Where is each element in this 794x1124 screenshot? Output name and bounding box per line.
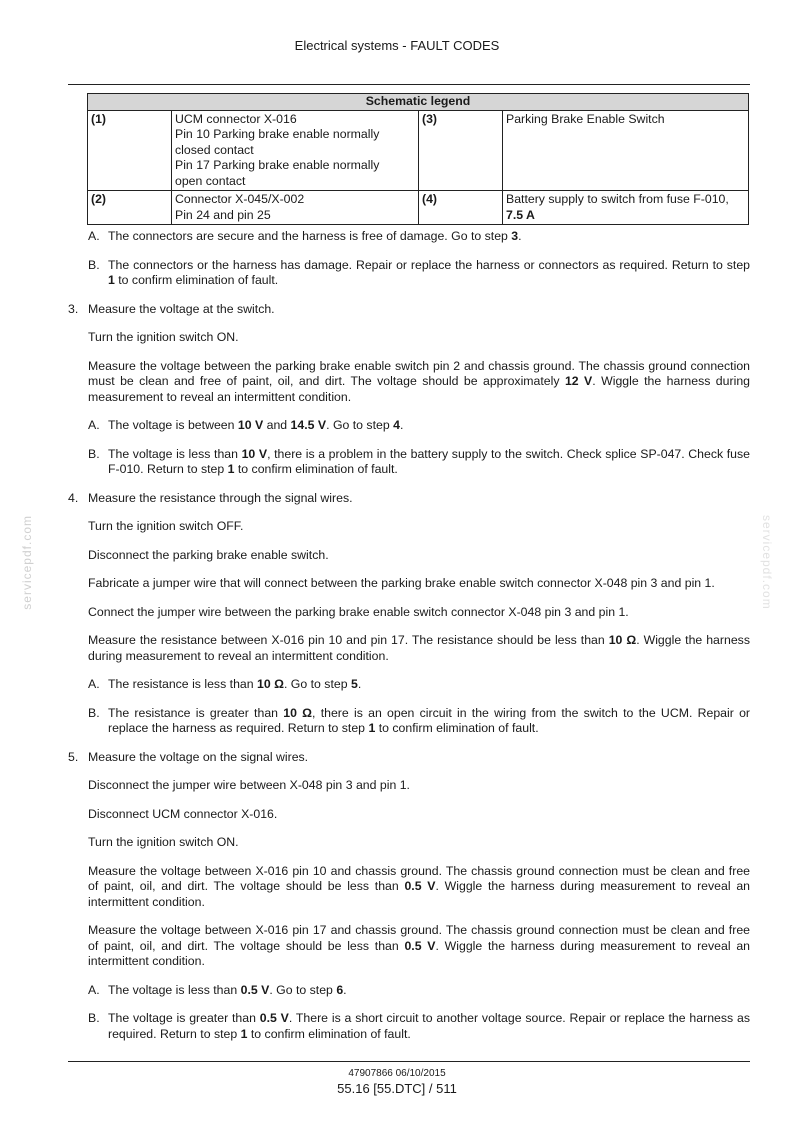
- instruction-paragraph: [88, 359, 750, 406]
- emphasis-value: 1: [368, 721, 376, 735]
- watermark-left: servicepdf.com: [20, 515, 34, 610]
- list-marker: A.: [88, 418, 100, 432]
- text-run: Disconnect the parking brake enable switch.: [88, 547, 329, 562]
- emphasis-value: 1: [227, 462, 235, 476]
- legend-number: (3): [419, 110, 503, 191]
- text-run: . Go to step: [283, 677, 351, 691]
- procedure-body: [68, 229, 750, 1055]
- schematic-legend-table: [87, 93, 749, 225]
- text-run: Turn the ignition switch OFF.: [88, 519, 244, 533]
- text-run: The voltage is greater than: [108, 1011, 260, 1025]
- instruction-paragraph: [88, 330, 750, 346]
- text-run: to confirm elimination of fault.: [114, 273, 279, 287]
- list-marker: B.: [88, 705, 100, 720]
- text-run: Turn the ignition switch ON.: [88, 330, 239, 344]
- header-rule: [68, 84, 750, 85]
- text-run: Disconnect the jumper wire between X-048 pin 3 and pin 1.: [88, 778, 410, 792]
- instruction-paragraph: [88, 864, 750, 911]
- legend-line: [506, 208, 745, 224]
- legend-line: Connector X-045/X-002: [175, 192, 305, 206]
- step-option: [88, 677, 750, 693]
- text-run: Measure the voltage between X-016 pin 10 and chassis ground. The chassis ground connection must be clean and free of paint, oil, and dirt. The voltage should be less than: [88, 863, 750, 893]
- legend-number: (2): [88, 191, 172, 225]
- list-marker: 5.: [68, 749, 79, 764]
- list-marker: 4.: [68, 490, 79, 505]
- emphasis-value: 0.5 V: [259, 1011, 289, 1025]
- instruction-paragraph: [88, 548, 750, 564]
- text-run: . Wiggle the harness during measurement to reveal an intermittent condition.: [88, 374, 750, 404]
- text-run: , there is a problem in the battery supply to the switch. Check splice SP-047. Check fuse F-010. Return to step: [108, 446, 750, 476]
- text-run: . Wiggle the harness during measurement to reveal an intermittent condition.: [88, 879, 750, 909]
- text-run: Measure the resistance through the signal wires.: [88, 490, 353, 505]
- legend-description: Parking Brake Enable Switch: [503, 110, 749, 191]
- text-run: Measure the resistance between X-016 pin 10 and pin 17. The resistance should be less than: [88, 633, 609, 647]
- text-run: . Wiggle the harness during measurement to reveal an intermittent condition.: [88, 633, 750, 663]
- emphasis-value: 1: [108, 273, 115, 287]
- text-run: The voltage is less than: [108, 982, 241, 997]
- emphasis-value: 0.5 V: [404, 938, 436, 953]
- step-option: [88, 229, 750, 245]
- instruction-paragraph: [88, 835, 750, 851]
- instruction-paragraph: [88, 923, 750, 970]
- legend-line: Pin 24 and pin 25: [175, 207, 271, 222]
- legend-line: Pin 10 Parking brake enable normally: [175, 127, 380, 141]
- instruction-paragraph: [88, 807, 750, 823]
- text-run: The connectors are secure and the harness is free of damage. Go to step: [108, 229, 512, 243]
- text-run: Turn the ignition switch ON.: [88, 835, 239, 849]
- emphasis-value: 10 V: [237, 418, 264, 432]
- footer-page-number: 55.16 [55.DTC] / 511: [337, 1081, 457, 1096]
- instruction-paragraph: [88, 519, 750, 535]
- list-marker: A.: [88, 229, 100, 243]
- emphasis-value: 12 V: [564, 374, 593, 388]
- emphasis-value: 5: [350, 677, 358, 691]
- page-header-title: Electrical systems - FAULT CODES: [294, 38, 500, 53]
- text-run: .: [399, 418, 404, 432]
- text-run: , there is an open circuit in the wiring from the switch to the UCM. Repair or replace the harness as required. Return to step: [108, 705, 751, 735]
- text-run: . There is a short circuit to another voltage source. Repair or replace the harness as required. Return to step: [108, 1011, 750, 1041]
- emphasis-value: 0.5 V: [404, 879, 436, 893]
- text-run: .: [518, 229, 522, 243]
- text-run: . Wiggle the harness during measurement to reveal an intermittent condition.: [88, 938, 750, 968]
- step-option: [88, 418, 750, 434]
- text-run: The voltage is between: [108, 418, 238, 432]
- list-marker: B.: [88, 446, 100, 461]
- procedure-step: [68, 301, 750, 318]
- emphasis-value: 3: [511, 229, 519, 243]
- list-marker: A.: [88, 677, 100, 691]
- legend-line: open contact: [175, 173, 246, 188]
- text-run: Measure the voltage between the parking brake enable switch pin 2 and chassis ground. The chassis ground connection must be clean and free of paint, oil, and dirt. The voltage should be approximately: [88, 358, 750, 388]
- step-option: [88, 982, 750, 999]
- fuse-rating: 7.5 A: [506, 207, 535, 222]
- list-marker: B.: [88, 1011, 100, 1025]
- text-run: Connect the jumper wire between the parking brake enable switch connector X-048 pin 3 and pin 1.: [88, 604, 629, 619]
- legend-line: Pin 17 Parking brake enable normally: [175, 158, 380, 172]
- text-run: . Go to step: [269, 982, 337, 997]
- legend-number: (4): [419, 191, 503, 225]
- legend-title: Schematic legend: [88, 94, 749, 111]
- footer-rule: [68, 1061, 750, 1062]
- list-marker: A.: [88, 982, 100, 997]
- text-run: The connectors or the harness has damage. Repair or replace the harness or connectors as required. Return to step: [108, 257, 750, 272]
- step-option: [88, 705, 751, 737]
- list-marker: 3.: [68, 301, 79, 316]
- text-run: to confirm elimination of fault.: [234, 462, 398, 476]
- legend-description: [503, 191, 749, 225]
- procedure-step: [68, 490, 750, 507]
- text-run: Fabricate a jumper wire that will connect between the parking brake enable switch connector X-048 pin 3 and pin 1.: [88, 576, 715, 590]
- step-option: [88, 1011, 750, 1042]
- list-marker: B.: [88, 257, 100, 272]
- step-option: [88, 446, 750, 478]
- emphasis-value: 14.5 V: [290, 418, 327, 432]
- text-run: .: [343, 982, 347, 997]
- emphasis-value: 1: [240, 1026, 248, 1041]
- procedure-step: [68, 749, 750, 766]
- instruction-paragraph: [88, 605, 750, 621]
- legend-description: [172, 110, 419, 191]
- footer-document-code: 47907866 06/10/2015: [348, 1068, 446, 1079]
- legend-line: Battery supply to switch from fuse F-010,: [506, 192, 729, 206]
- emphasis-value: 4: [393, 418, 400, 432]
- text-run: Measure the voltage at the switch.: [88, 301, 275, 316]
- legend-row: [88, 110, 749, 191]
- emphasis-value: 6: [336, 982, 344, 997]
- emphasis-value: 10 Ω: [608, 633, 637, 647]
- emphasis-value: 10 Ω: [283, 705, 313, 720]
- instruction-paragraph: [88, 778, 750, 794]
- text-run: .: [357, 677, 362, 691]
- legend-row: [88, 191, 749, 225]
- legend-line: closed contact: [175, 142, 254, 157]
- text-run: to confirm elimination of fault.: [375, 721, 539, 735]
- text-run: The resistance is less than: [108, 677, 257, 691]
- text-run: Measure the voltage on the signal wires.: [88, 749, 309, 764]
- text-run: and: [263, 418, 291, 432]
- text-run: The voltage is less than: [108, 446, 242, 461]
- text-run: Disconnect UCM connector X-016.: [88, 806, 278, 821]
- instruction-paragraph: [88, 633, 750, 664]
- text-run: to confirm elimination of fault.: [247, 1026, 411, 1041]
- step-option: [88, 257, 750, 289]
- instruction-paragraph: [88, 576, 750, 592]
- watermark-right: servicepdf.com: [760, 515, 774, 610]
- emphasis-value: 10 Ω: [257, 677, 284, 691]
- emphasis-value: 0.5 V: [240, 982, 270, 997]
- legend-description: [172, 191, 419, 225]
- text-run: . Go to step: [326, 418, 394, 432]
- emphasis-value: 10 V: [241, 446, 268, 461]
- legend-line: UCM connector X-016: [175, 111, 297, 126]
- legend-number: (1): [88, 110, 172, 191]
- text-run: The resistance is greater than: [108, 705, 284, 720]
- text-run: Measure the voltage between X-016 pin 17 and chassis ground. The chassis ground connection must be clean and free of paint, oil, and dirt. The voltage should be less than: [88, 923, 750, 953]
